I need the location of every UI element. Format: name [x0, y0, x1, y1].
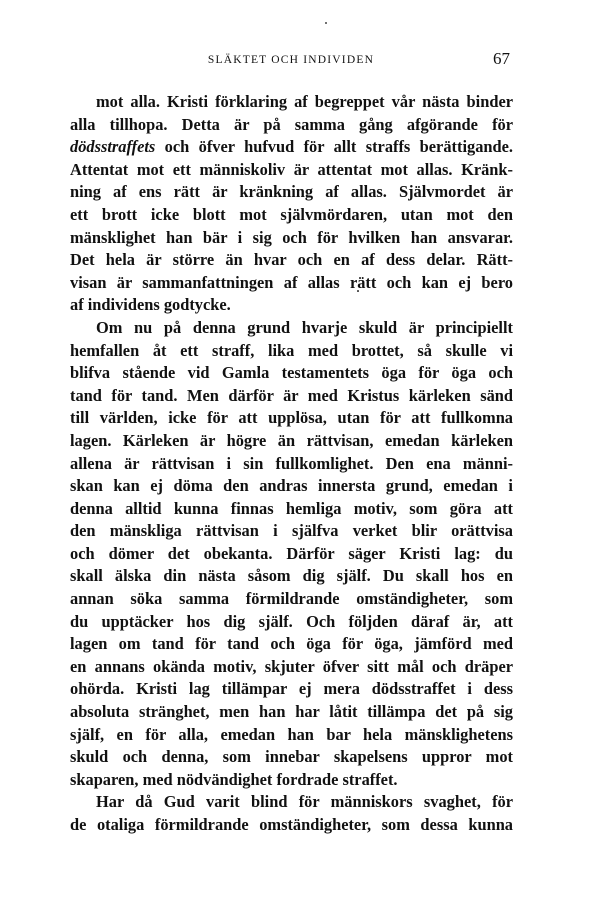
running-header-title: SLÄKTET OCH INDIVIDEN	[207, 54, 375, 66]
text-run: skan kan ej döma den andras innersta grund, emedan i	[70, 476, 513, 496]
text-line	[70, 91, 513, 114]
text-run: mot alla. Kristi förklaring af begreppet vår nästa binder	[96, 92, 513, 111]
text-run: du upptäcker hos dig själf. Och följden däraf är, att	[70, 611, 513, 631]
text-run: skall älska din nästa såsom dig själf. Du skall hos en	[70, 566, 513, 586]
text-line	[70, 385, 513, 408]
text-run: lagen. Kärleken är högre än rättvisan, emedan kärleken	[70, 430, 513, 450]
body-text	[70, 91, 513, 837]
text-line	[70, 814, 513, 837]
text-run: alla tillhopa. Detta är på samma gång afgörande för	[70, 114, 513, 134]
text-line	[70, 362, 513, 385]
text-run: de otaliga förmildrande omständigheter, som dessa kunna	[70, 815, 513, 834]
text-run: Har då Gud varit blind för människors svaghet, för	[96, 792, 513, 812]
paragraph	[70, 91, 513, 317]
text-run: tand för tand. Men därför är med Kristus kärleken sänd	[70, 385, 513, 405]
running-header	[68, 49, 514, 72]
text-run: och dömer det obekanta. Därför säger Kristi lag: du	[70, 543, 513, 563]
text-run: skaparen, med nödvändighet fordrade straffet.	[70, 769, 398, 789]
text-line	[70, 611, 513, 634]
text-run: ett brott icke blott mot självmördaren, utan mot den	[70, 204, 513, 224]
text-line	[70, 678, 513, 701]
text-line	[70, 746, 513, 769]
text-line	[70, 159, 513, 182]
text-line	[70, 498, 513, 521]
text-run: absoluta stränghet, men han har låtit tillämpa det på sig	[70, 702, 513, 722]
text-run: af individens godtycke.	[70, 295, 231, 315]
text-run: skuld och denna, som innebar skapelsens uppror mot	[70, 747, 513, 767]
text-run: allena är rättvisan i sin fullkomlighet. Den ena männi-	[70, 453, 513, 473]
text-line	[70, 294, 513, 317]
text-line	[70, 520, 513, 543]
paragraph	[70, 791, 513, 836]
text-line	[70, 475, 513, 498]
text-run: visan är sammanfattningen af allas rätt och kan ej bero	[70, 272, 513, 292]
text-line	[70, 543, 513, 566]
text-run: ning af ens rätt är kränkning af allas. Självmordet är	[70, 182, 513, 202]
text-line	[70, 701, 513, 724]
text-line	[70, 317, 513, 340]
text-line	[70, 656, 513, 679]
text-run: Attentat mot ett människoliv är attentat mot allas. Kränk-	[70, 159, 513, 179]
text-run: ohörda. Kristi lag tillämpar ej mera dödsstraffet i dess	[70, 679, 513, 699]
text-line	[70, 407, 513, 430]
text-line	[70, 136, 513, 159]
text-line	[70, 204, 513, 227]
text-line	[70, 724, 513, 747]
text-run: hemfallen åt ett straff, lika med brottet, så skulle vi	[70, 340, 513, 360]
text-run: annan söka samma förmildrande omständigheter, som	[70, 589, 513, 609]
text-run: Det hela är större än hvar och en af dess delar. Rätt-	[70, 250, 513, 270]
text-line	[70, 181, 513, 204]
text-run: lagen om tand för tand och öga för öga, jämförd med	[70, 634, 513, 654]
paragraph	[70, 317, 513, 791]
text-line	[70, 791, 513, 814]
text-run: till världen, icke för att upplösa, utan för att fullkomna	[70, 408, 513, 428]
text-line	[70, 340, 513, 363]
text-line	[70, 453, 513, 476]
text-line	[70, 227, 513, 250]
text-run: själf, en för alla, emedan han bar hela mänsklighetens	[70, 724, 513, 744]
text-run: blifva stående vid Gamla testamentets öga för öga och	[70, 363, 513, 383]
text-line	[70, 430, 513, 453]
text-line	[70, 633, 513, 656]
text-run: denna alltid kunna finnas hemliga motiv, som göra att	[70, 498, 513, 518]
text-line	[70, 249, 513, 272]
text-run: en annans okända motiv, skjuter öfver sitt mål och dräper	[70, 656, 513, 676]
text-run: och öfver hufvud för allt straffs berättigande.	[155, 137, 513, 157]
text-run: den mänskliga rättvisan i själfva verket blir orättvisa	[70, 521, 513, 541]
text-run: mänsklighet han bär i sig och för hvilken han ansvarar.	[70, 227, 513, 247]
text-line	[70, 588, 513, 611]
italic-text-run: dödsstraffets	[70, 137, 156, 157]
text-line	[70, 114, 513, 137]
text-line	[70, 272, 513, 295]
print-speck	[325, 22, 327, 24]
text-line	[70, 565, 513, 588]
page-number: 67	[493, 49, 510, 68]
text-run: Om nu på denna grund hvarje skuld är principiellt	[96, 317, 513, 337]
text-line	[70, 769, 513, 792]
